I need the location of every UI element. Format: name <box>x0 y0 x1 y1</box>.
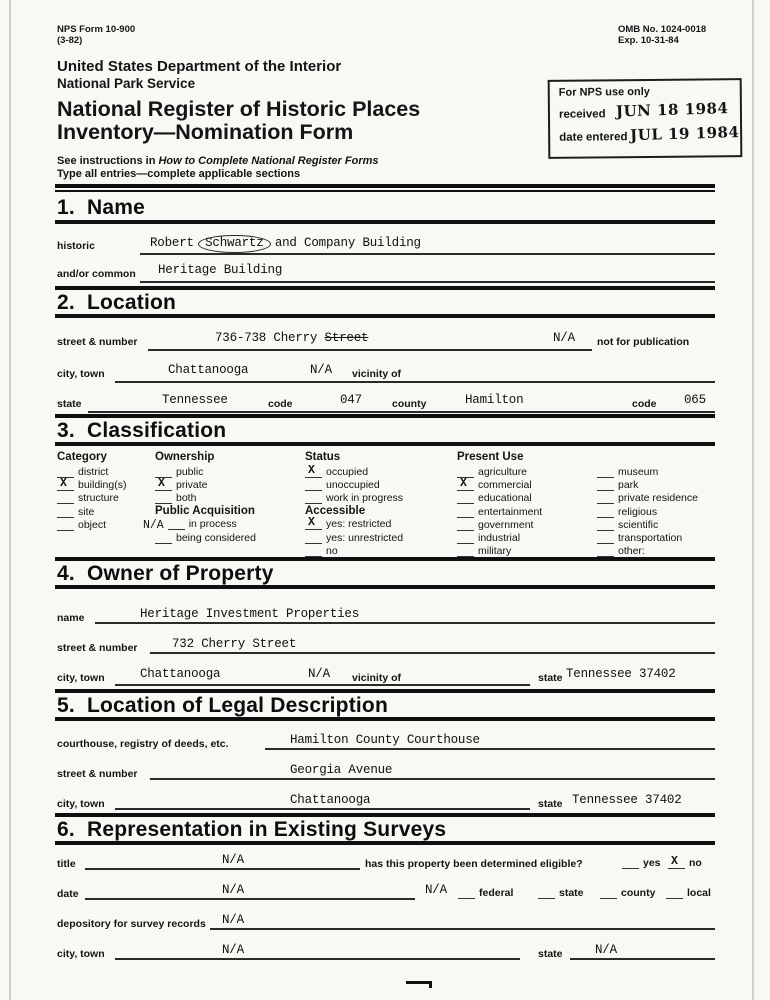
checkbox-blank <box>597 508 614 518</box>
underline <box>85 868 360 870</box>
checkbox-other: other: <box>597 545 645 557</box>
survey-state-label: state <box>538 948 563 960</box>
underline <box>115 958 520 960</box>
checkbox-blank <box>597 494 614 504</box>
code2-label: code <box>632 398 657 410</box>
historic-label: historic <box>57 240 95 252</box>
checkbox-no: no <box>305 545 338 557</box>
historic-pre: Robert <box>150 236 202 250</box>
rule <box>55 190 715 192</box>
section3-heading: 3. Classification <box>57 419 227 442</box>
checkbox-blank <box>57 494 74 504</box>
checkbox-blank <box>457 547 474 557</box>
checkbox-educational: educational <box>457 492 532 504</box>
section5-heading: 5. Location of Legal Description <box>57 694 388 717</box>
checkbox-blank: X <box>457 481 474 491</box>
rule <box>55 717 715 721</box>
code2-value: 065 <box>684 393 706 407</box>
form-title-line2: Inventory—Nomination Form <box>57 120 354 144</box>
scan-edge-right <box>752 0 754 1000</box>
checkbox-federal: federal <box>458 887 513 899</box>
legal-city-value: Chattanooga <box>290 793 371 807</box>
checkbox-blank: X <box>668 859 685 869</box>
agency-title: National Park Service <box>57 76 196 91</box>
underline <box>570 958 715 960</box>
historic-post: and Company Building <box>267 236 421 250</box>
checkbox-private: X private <box>155 479 208 491</box>
checkbox-entertainment: entertainment <box>457 506 542 518</box>
street-pre: 736-738 Cherry <box>215 331 325 345</box>
checkbox-public: public <box>155 466 203 478</box>
omb-number <box>618 24 706 47</box>
checkbox-park: park <box>597 479 638 491</box>
checkbox-scientific: scientific <box>597 519 658 531</box>
code1-label: code <box>268 398 293 410</box>
checkbox-blank <box>305 547 322 557</box>
checkbox-blank <box>622 859 639 869</box>
instructions-prefix: See instructions in <box>57 155 159 167</box>
survey-city-label: city, town <box>57 948 105 960</box>
owner-state-label: state <box>538 672 563 684</box>
accessible-header: Accessible <box>305 505 366 517</box>
checkbox-blank <box>597 481 614 491</box>
state-label: state <box>57 398 82 410</box>
legal-street-label: street & number <box>57 768 138 780</box>
checkbox-blank <box>457 508 474 518</box>
not-for-publication-na: N/A <box>553 331 575 345</box>
checkbox-blank <box>597 521 614 531</box>
date-entered-label: date entered <box>559 131 628 144</box>
rule <box>55 585 715 589</box>
checkbox-unoccupied: unoccupied <box>305 479 380 491</box>
struck-word: Street <box>324 331 369 345</box>
survey-title-value: N/A <box>222 853 244 867</box>
checkbox-site: site <box>57 506 94 518</box>
checkbox-both: both <box>155 492 196 504</box>
checkbox-work-in-progress: work in progress <box>305 492 403 504</box>
instructions-manual-title: How to Complete National Register Forms <box>158 155 379 167</box>
owner-name-value: Heritage Investment Properties <box>140 607 360 621</box>
rule <box>55 414 715 418</box>
form-number <box>57 24 135 47</box>
checkbox-district: district <box>57 466 108 478</box>
section6-heading: 6. Representation in Existing Surveys <box>57 818 447 841</box>
checkbox-county: county <box>600 887 655 899</box>
code1-value: 047 <box>340 393 362 407</box>
present-use-header: Present Use <box>457 451 524 463</box>
checkbox-object: object <box>57 519 106 531</box>
received-label: received <box>558 108 606 121</box>
nps-box-title: For NPS use only <box>558 85 650 99</box>
checkbox-blank <box>597 468 614 478</box>
owner-name-label: name <box>57 612 85 624</box>
county-label: county <box>392 398 427 410</box>
checkbox-blank <box>57 508 74 518</box>
checkbox-structure: structure <box>57 492 119 504</box>
nps-use-only-box <box>548 78 743 159</box>
checkbox-blank <box>457 494 474 504</box>
rule <box>55 286 715 290</box>
survey-level-na: N/A <box>425 883 447 897</box>
checkbox-blank <box>538 889 555 899</box>
checkbox-local: local <box>666 887 711 899</box>
courthouse-value: Hamilton County Courthouse <box>290 733 480 747</box>
checkbox-eligible-yes: yes <box>622 857 661 869</box>
checkbox-military: military <box>457 545 511 557</box>
department-title: United States Department of the Interior <box>57 58 342 75</box>
survey-date-label: date <box>57 888 79 900</box>
state-value: Tennessee <box>162 393 228 407</box>
checkbox-blank <box>155 494 172 504</box>
common-name-value: Heritage Building <box>158 263 283 277</box>
checkbox-blank <box>458 889 475 899</box>
city-town-value: Chattanooga <box>168 363 249 377</box>
checkbox-blank: X <box>57 481 74 491</box>
checkbox-government: government <box>457 519 533 531</box>
rule <box>55 184 715 188</box>
checkbox-blank: X <box>155 481 172 491</box>
underline <box>150 778 715 780</box>
checkbox-blank: X <box>305 468 322 478</box>
checkbox-blank <box>597 547 614 557</box>
checkbox-blank <box>57 521 74 531</box>
checkbox-blank <box>155 534 172 544</box>
form-number-line2: (3-82) <box>57 35 83 47</box>
owner-vicinity-na: N/A <box>308 667 330 681</box>
legal-state-value: Tennessee 37402 <box>572 793 682 807</box>
historic-name-value <box>150 235 421 253</box>
underline <box>140 281 715 283</box>
survey-date-value: N/A <box>222 883 244 897</box>
checkbox-blank <box>305 494 322 504</box>
underline <box>148 349 592 351</box>
checkbox-occupied: X occupied <box>305 466 368 478</box>
underline <box>95 622 715 624</box>
rule <box>55 220 715 224</box>
legal-state-label: state <box>538 798 563 810</box>
underline <box>115 684 530 686</box>
checkbox-blank <box>305 481 322 491</box>
checkbox-blank <box>305 534 322 544</box>
depository-label: depository for survey records <box>57 918 206 930</box>
checkbox-commercial: X commercial <box>457 479 532 491</box>
rule <box>55 813 715 817</box>
street-number-value <box>215 331 368 345</box>
underline <box>88 411 715 413</box>
underline <box>115 808 530 810</box>
rule <box>55 442 715 446</box>
vicinity-label: vicinity of <box>352 368 402 380</box>
na-handwritten: N/A <box>143 519 164 532</box>
checkbox-religious: religious <box>597 506 657 518</box>
checkbox-agriculture: agriculture <box>457 466 527 478</box>
instructions-line2: Type all entries—complete applicable sections <box>57 168 301 180</box>
omb-line1: OMB No. 1024-0018 <box>618 24 707 35</box>
owner-city-value: Chattanooga <box>140 667 221 681</box>
underline <box>265 748 715 750</box>
underline <box>210 928 715 930</box>
checkbox-state: state <box>538 887 584 899</box>
circled-word: Schwartz <box>198 235 270 253</box>
owner-street-label: street & number <box>57 642 138 654</box>
checkbox-eligible-no: X no <box>668 857 702 869</box>
status-header: Status <box>305 451 341 463</box>
category-header: Category <box>57 451 107 463</box>
checkbox-museum: museum <box>597 466 658 478</box>
not-for-publication-label: not for publication <box>597 336 690 348</box>
scan-edge-left <box>9 0 11 1000</box>
street-number-label: street & number <box>57 336 138 348</box>
checkbox-blank <box>168 520 185 530</box>
checkbox-industrial: industrial <box>457 532 520 544</box>
underline <box>85 898 415 900</box>
entered-date-stamp: JUL 19 1984 <box>629 123 740 145</box>
instructions-line1 <box>57 155 379 167</box>
owner-city-label: city, town <box>57 672 105 684</box>
section1-heading: 1. Name <box>57 196 145 219</box>
checkbox-blank <box>600 889 617 899</box>
received-date-stamp: JUN 18 1984 <box>615 99 729 121</box>
survey-state-value: N/A <box>595 943 617 957</box>
checkbox-being-considered: being considered <box>155 532 256 544</box>
vicinity-na: N/A <box>310 363 332 377</box>
section2-heading: 2. Location <box>57 291 177 314</box>
checkbox-blank: X <box>305 520 322 530</box>
checkbox-yes-unrestricted: yes: unrestricted <box>305 532 403 544</box>
county-value: Hamilton <box>465 393 524 407</box>
rule <box>55 689 715 693</box>
depository-value: N/A <box>222 913 244 927</box>
form-title-line1: National Register of Historic Places <box>57 97 421 121</box>
checkbox-blank <box>457 521 474 531</box>
checkbox-yes-restricted: X yes: restricted <box>305 518 391 530</box>
owner-state-value: Tennessee 37402 <box>566 667 676 681</box>
rule <box>55 841 715 845</box>
eligible-question-label: has this property been determined eligible? <box>365 858 583 870</box>
rule <box>55 314 715 318</box>
scan-artifact <box>406 981 432 988</box>
checkbox-blank <box>666 889 683 899</box>
underline <box>150 652 715 654</box>
underline <box>140 253 715 255</box>
survey-city-value: N/A <box>222 943 244 957</box>
checkbox-in-process: N/A in process <box>143 518 237 532</box>
legal-street-value: Georgia Avenue <box>290 763 393 777</box>
omb-line2: Exp. 10-31-84 <box>618 35 679 47</box>
rule <box>55 557 715 561</box>
legal-city-label: city, town <box>57 798 105 810</box>
section4-heading: 4. Owner of Property <box>57 562 274 585</box>
common-name-label: and/or common <box>57 268 136 280</box>
form-number-line1: NPS Form 10-900 <box>57 24 136 35</box>
underline <box>115 381 715 383</box>
checkbox-private-residence: private residence <box>597 492 698 504</box>
checkbox-transportation: transportation <box>597 532 682 544</box>
owner-vicinity-label: vicinity of <box>352 672 402 684</box>
survey-title-label: title <box>57 858 76 870</box>
public-acquisition-header: Public Acquisition <box>155 505 255 517</box>
checkbox-buildings: X building(s) <box>57 479 126 491</box>
ownership-header: Ownership <box>155 451 215 463</box>
city-town-label: city, town <box>57 368 105 380</box>
checkbox-blank <box>597 534 614 544</box>
owner-street-value: 732 Cherry Street <box>172 637 297 651</box>
checkbox-blank <box>457 534 474 544</box>
courthouse-label: courthouse, registry of deeds, etc. <box>57 738 229 750</box>
